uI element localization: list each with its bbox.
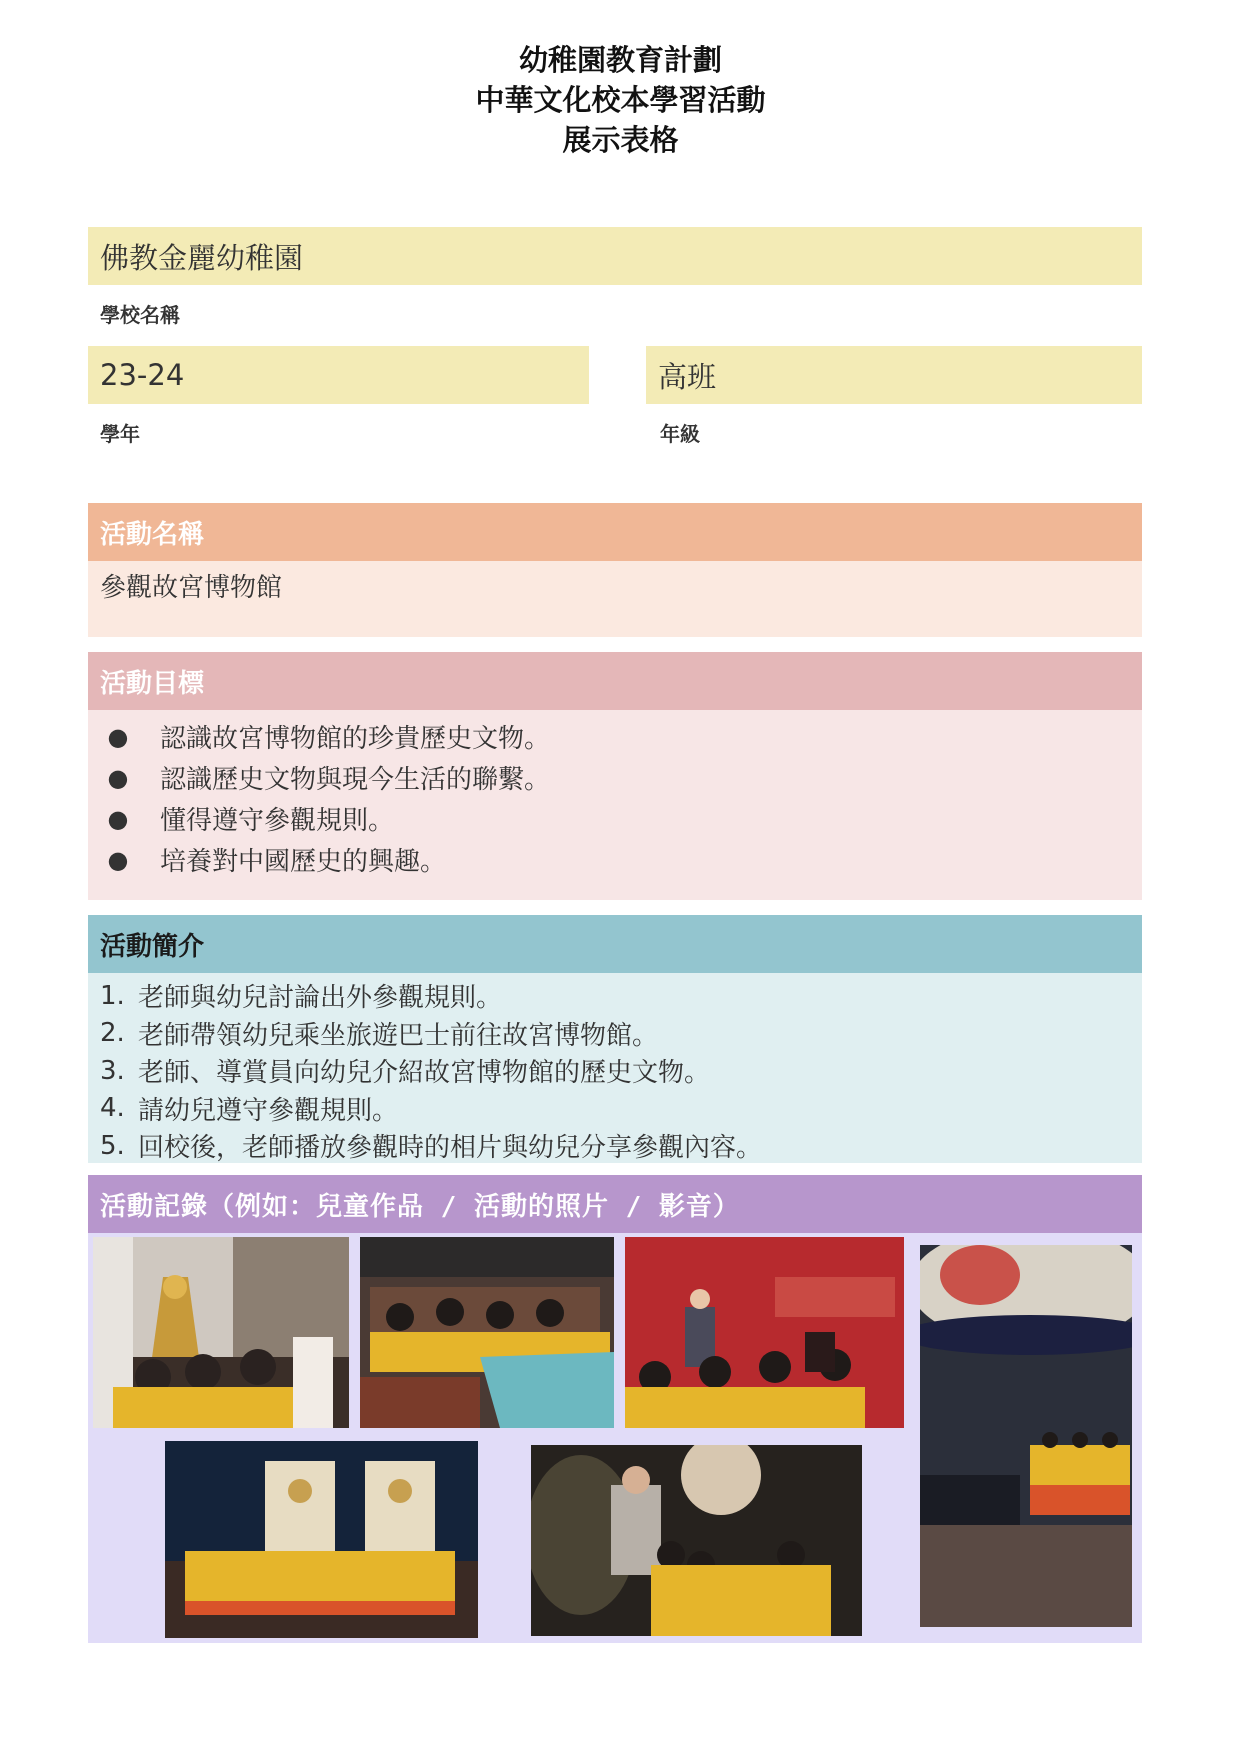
photo-red-gallery [625, 1237, 904, 1428]
document-title [0, 40, 1241, 160]
list-item: ● 認識歷史文物與現今生活的聯繫。 [88, 757, 1142, 798]
photo-display-table [360, 1237, 614, 1428]
list-item: 5. 回校後，老師播放參觀時的相片與幼兒分享參觀內容。 [100, 1130, 763, 1164]
grade-field: 高班 [646, 346, 1142, 404]
list-item: ● 培養對中國歷史的興趣。 [88, 839, 1142, 880]
objectives-list [88, 710, 1142, 900]
list-item: 3. 老師、導賞員向幼兒介紹故宮博物館的歷史文物。 [100, 1055, 711, 1089]
title-line-2: 中華文化校本學習活動 [475, 83, 766, 117]
school-name-field: 佛教金麗幼稚園 [88, 227, 1142, 285]
objectives-header: 活動目標 [88, 652, 1142, 710]
photo-ceiling-display [920, 1245, 1132, 1627]
activity-name-header: 活動名稱 [88, 503, 1142, 561]
grade-label: 年級 [660, 422, 700, 446]
introduction-list [88, 973, 1142, 1163]
list-item: 1. 老師與幼兒討論出外參觀規則。 [100, 980, 503, 1014]
photo-golden-stupa [93, 1237, 349, 1428]
bullet-icon: ● [107, 845, 129, 874]
bullet-icon: ● [107, 722, 129, 751]
school-name-label: 學校名稱 [100, 303, 180, 327]
photo-bronze-artifacts [531, 1445, 862, 1636]
activity-name-value: 參觀故宮博物館 [88, 561, 1142, 637]
activity-name-section [88, 503, 1142, 637]
introduction-header: 活動簡介 [88, 915, 1142, 973]
list-item: 2. 老師帶領幼兒乘坐旅遊巴士前往故宮博物館。 [100, 1018, 659, 1051]
records-header: 活動記錄（例如：兒童作品 / 活動的照片 / 影音） [88, 1175, 1142, 1233]
title-line-1: 幼稚園教育計劃 [518, 43, 722, 77]
photo-group-portraits [165, 1441, 478, 1638]
school-year-label: 學年 [100, 422, 140, 446]
list-item: ● 懂得遵守參觀規則。 [88, 798, 1142, 839]
objectives-section [88, 652, 1142, 900]
records-section [88, 1175, 1142, 1643]
bullet-icon: ● [107, 804, 129, 833]
introduction-section [88, 915, 1142, 1163]
bullet-icon: ● [107, 763, 129, 792]
school-year-field: 23-24 [88, 346, 589, 404]
records-photo-area [88, 1233, 1142, 1643]
title-line-3: 展示表格 [562, 123, 679, 157]
list-item: ● 認識故宮博物館的珍貴歷史文物。 [88, 716, 1142, 757]
list-item: 4. 請幼兒遵守參觀規則。 [100, 1093, 399, 1126]
